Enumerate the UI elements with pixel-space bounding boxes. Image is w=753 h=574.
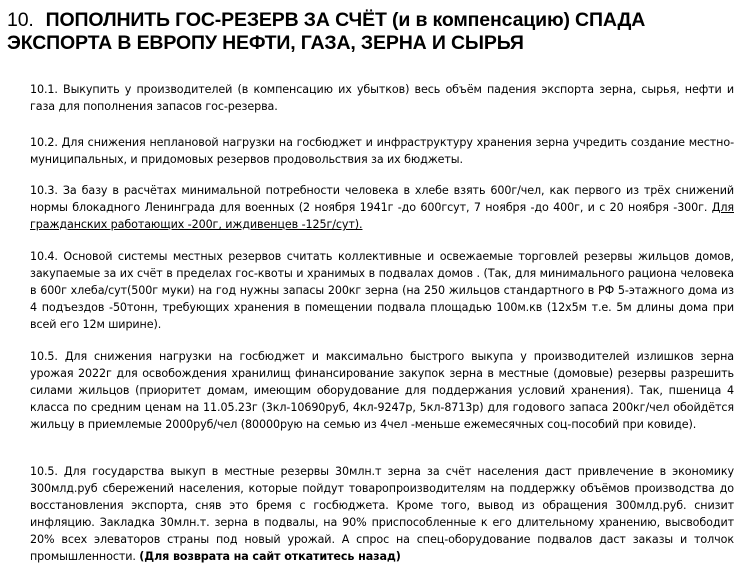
paragraph-text: 10.4. Основой системы местных резервов считать коллективные и освежаемые торговлей резервы жильцов домов, закупаемые за их счёт в пределах гос-квоты и хранимых в подвалах домов . (Так, для минимального рациона человека в 600г хлеба/сут(500г муки) на год нужны запасы 200кг зерна (на 250 жильцов стандартного в РФ 5-этажного дома из 4 подъездов -50тонн, требующих хранения в помещении подвала площадью 100м.кв (12х5м т.е. 5м длины дома при всей его 12м ширине). — [30, 250, 734, 331]
paragraph-10-5-state — [30, 463, 734, 565]
paragraph-10-3 — [30, 182, 734, 233]
section-heading — [7, 9, 742, 55]
paragraph-10-5 — [30, 348, 734, 433]
paragraph-text: 10.3. За базу в расчётах минимальной потребности человека в хлебе взять 600г/чел, как первого из трёх снижений нормы блокадного Ленинграда для военных (2 ноября 1941г -до 600гсут, 7 ноября -до 400г, и с 20 ноября -300г. — [30, 184, 734, 214]
return-to-site-link[interactable]: (Для возврата на сайт откатитесь назад) — [139, 550, 401, 563]
paragraph-text: 10.5. Для государства выкуп в местные резервы 30млн.т зерна за счёт населения даст привлечение в экономику 300млд.руб сбережений населения, которые пойдут товаропроизводителям на поддержку объёмов производства до восстановления экспорта, сняв это бремя с госбюджета. Кроме того, вывод из обращения 300млд.руб. снизит инфляцию. Закладка 30млн.т. зерна в подвалы, на 90% приспособленные к его длительному хранению, высвободит 20% всех элеваторов страны под новый урожай. А спрос на спец-оборудование подвалов даст заказы и толчок промышленности. — [30, 465, 734, 563]
paragraph-10-1 — [30, 81, 734, 115]
paragraph-10-2 — [30, 134, 734, 168]
paragraph-text: 10.5. Для снижения нагрузки на госбюджет и максимально быстрого выкупа у производителей излишков зерна урожая 2022г для освобождения хранилищ финансирование закупок зерна в местные (домовые) резервы разрешить силами жильцов (приоритет домам, имеющим оборудование для поддержания условий хранения). Так, пшеница 4 класса по средним ценам на 11.05.23г (3кл-10690руб, 4кл-9247р, 5кл-8713р) для годового запаса 200кг/чел обойдётся жильцу в приемлемые 2000руб/чел (80000рую на семью из 4чел -меньше ежемесячных соц-пособий при ковиде). — [30, 350, 734, 431]
section-title: ПОПОЛНИТЬ ГОС-РЕЗЕРВ ЗА СЧЁТ (и в компенсацию) СПАДА ЭКСПОРТА В ЕВРОПУ НЕФТИ, ГАЗА, ЗЕРНА И СЫРЬЯ — [7, 9, 646, 54]
paragraph-text: 10.1. Выкупить у производителей (в компенсацию их убытков) весь объём падения экспорта зерна, сырья, нефти и газа для пополнения запасов гос-резерва. — [30, 83, 734, 113]
underlined-civilian-rations: Для гражданских работающих -200г, иждивенцев -125г/сут). — [30, 201, 734, 231]
paragraph-10-4 — [30, 248, 734, 333]
paragraph-text: 10.2. Для снижения неплановой нагрузки на госбюджет и инфраструктуру хранения зерна учредить создание местно-муниципальных, и придомовых резервов продовольствия за их бюджеты. — [30, 136, 734, 166]
section-number: 10. — [7, 9, 34, 31]
